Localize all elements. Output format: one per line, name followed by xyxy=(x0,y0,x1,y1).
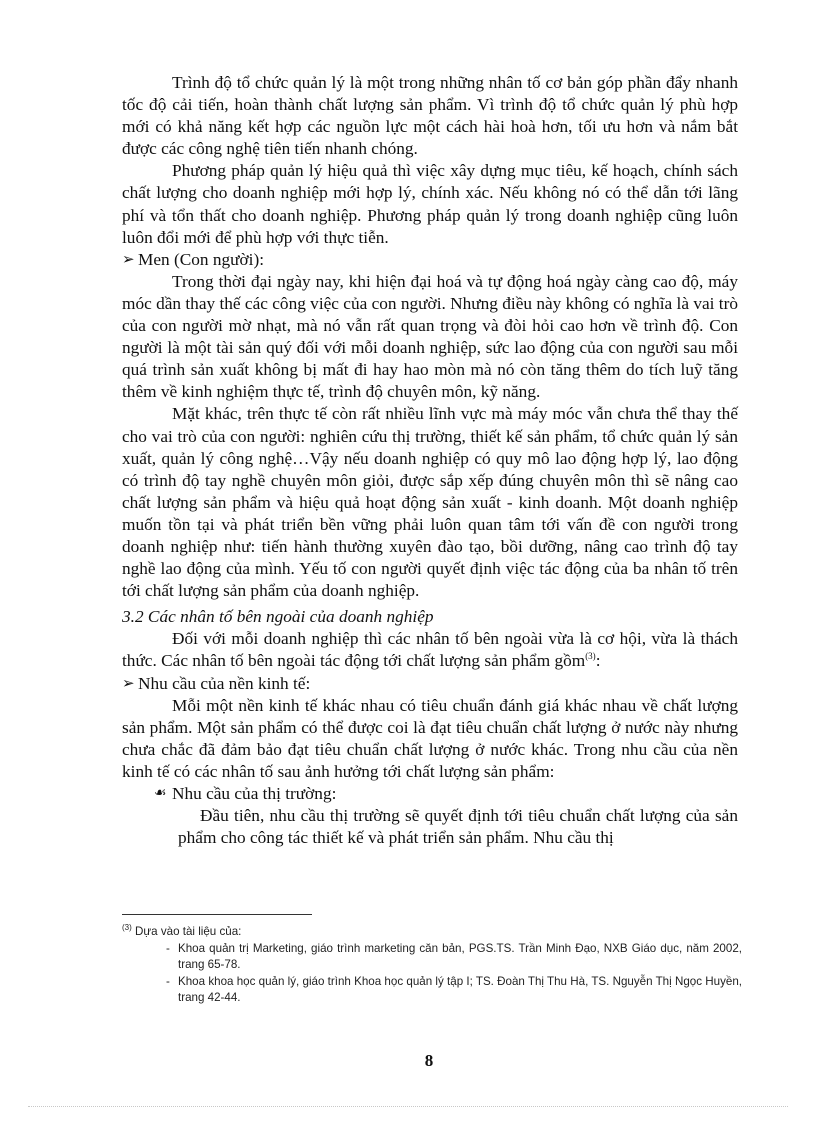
footnote-item-text: Khoa khoa học quản lý, giáo trình Khoa học quản lý tập I; TS. Đoàn Thị Thu Hà, TS. Nguyễn Thị Ngọc Huyền, trang 42-44. xyxy=(178,974,742,1005)
footnote-reference[interactable]: (3) xyxy=(585,651,596,662)
paragraph-management-method: Phương pháp quản lý hiệu quả thì việc xây dựng mục tiêu, kế hoạch, chính sách chất lượng cho doanh nghiệp mới hợp lý, chính xác. Nếu không nó có thể dẫn tới lãng phí và tổn thất cho doanh nghiệp. Phương pháp quản lý trong doanh nghiệp cũng luôn luôn đổi mới để phù hợp với thực tiễn. xyxy=(122,161,738,247)
body-text xyxy=(122,72,738,849)
paragraph-management-level: Trình độ tổ chức quản lý là một trong những nhân tố cơ bản góp phần đẩy nhanh tốc độ cải tiến, hoàn thành chất lượng sản phẩm. Vì trình độ tổ chức quản lý phù hợp mới có khả năng kết hợp các nguồn lực một cách hài hoà hơn, tối ưu hơn và nắm bắt được các công nghệ tiên tiến nhanh chóng. xyxy=(122,73,738,159)
section-heading-external-factors: 3.2 Các nhân tố bên ngoài của doanh nghiệp xyxy=(122,607,434,627)
footnote-mark: (3) xyxy=(122,923,132,933)
paragraph-human-role: Trong thời đại ngày nay, khi hiện đại hoá và tự động hoá ngày càng cao độ, máy móc dần thay thế các công việc của con người. Nhưng điều này không có nghĩa là vai trò của con người mờ nhạt, mà nó vẫn rất quan trọng và đòi hỏi cao hơn về trình độ. Con người là một tài sản quý đối với mỗi doanh nghiệp, sức lao động của con người sau mỗi quá trình sản xuất không bị mất đi hay hao mòn mà nó còn tăng thêm do tích luỹ tăng thêm về kinh nghiệm thực tế, trình độ chuyên môn, kỹ năng. xyxy=(122,271,738,402)
sub-bullet-market-needs-label: Nhu cầu của thị trường: xyxy=(172,784,337,803)
paragraph-human-irreplaceable: Mặt khác, trên thực tế còn rất nhiều lĩnh vực mà máy móc vẫn chưa thể thay thế cho vai trò của con người: nghiên cứu thị trường, thiết kế sản phẩm, tổ chức quản lý sản xuất, quản lý công nghệ…Vậy nếu doanh nghiệp có quy mô lao động hợp lý, lao động có trình độ tay nghề chuyên môn giỏi, được sắp xếp đúng chuyên môn thì sẽ nâng cao chất lượng sản phẩm và hiệu quả hoạt động sản xuất - kinh doanh. Một doanh nghiệp muốn tồn tại và phát triển bền vững phải luôn quan tâm tới vấn đề con người trong doanh nghiệp như: tiến hành thường xuyên đào tạo, bồi dưỡng, nâng cao trình độ tay nghề lao động của mình. Yếu tố con người quyết định việc tác động của ba nhân tố trên tới chất lượng sản phẩm của doanh nghiệp. xyxy=(122,404,738,601)
paragraph-economy-standards: Mỗi một nền kinh tế khác nhau có tiêu chuẩn đánh giá khác nhau về chất lượng sản phẩm. Một sản phẩm có thể được coi là đạt tiêu chuẩn chất lượng ở nước này nhưng chưa chắc đã đảm bảo đạt tiêu chuẩn chất lượng ở nước khác. Trong nhu cầu của nền kinh tế có các nhân tố sau ảnh hưởng tới chất lượng sản phẩm: xyxy=(122,695,738,781)
footnotes xyxy=(122,924,742,1007)
footnote-item xyxy=(122,941,742,974)
bullet-economy-needs xyxy=(122,673,738,695)
paragraph-external-intro xyxy=(122,628,738,672)
bullet-men xyxy=(122,249,738,271)
bullet-men-label: Men (Con người): xyxy=(138,249,265,269)
arrow-bullet-icon: ➢ xyxy=(122,675,135,692)
footnote-item-text: Khoa quản trị Marketing, giáo trình marketing căn bản, PGS.TS. Trần Minh Đạo, NXB Giáo dục, năm 2002, trang 65-78. xyxy=(178,941,742,972)
fleuron-bullet-icon: ☙ xyxy=(154,786,167,801)
arrow-bullet-icon: ➢ xyxy=(122,251,135,268)
paragraph-market-needs: Đầu tiên, nhu cầu thị trường sẽ quyết định tới tiêu chuẩn chất lượng của sản phẩm cho công tác thiết kế và phát triển sản phẩm. Nhu cầu thị xyxy=(178,806,738,848)
sub-bullet-market-needs xyxy=(122,783,738,805)
paragraph-external-intro-end: : xyxy=(595,651,601,671)
footnote-item xyxy=(122,974,742,1007)
footnote-heading-text: Dựa vào tài liệu của: xyxy=(135,925,242,938)
footnote-separator xyxy=(122,914,312,915)
footnote-heading xyxy=(122,924,742,941)
dash-icon: - xyxy=(166,941,170,955)
page-bottom-divider xyxy=(28,1106,788,1107)
page-number: 8 xyxy=(424,1051,434,1070)
dash-icon: - xyxy=(166,974,170,988)
bullet-economy-needs-label: Nhu cầu của nền kinh tế: xyxy=(138,673,311,693)
paragraph-external-intro-text: Đối với mỗi doanh nghiệp thì các nhân tố bên ngoài vừa là cơ hội, vừa là thách thức. Các nhân tố bên ngoài tác động tới chất lượng sản phẩm gồm xyxy=(122,629,738,671)
